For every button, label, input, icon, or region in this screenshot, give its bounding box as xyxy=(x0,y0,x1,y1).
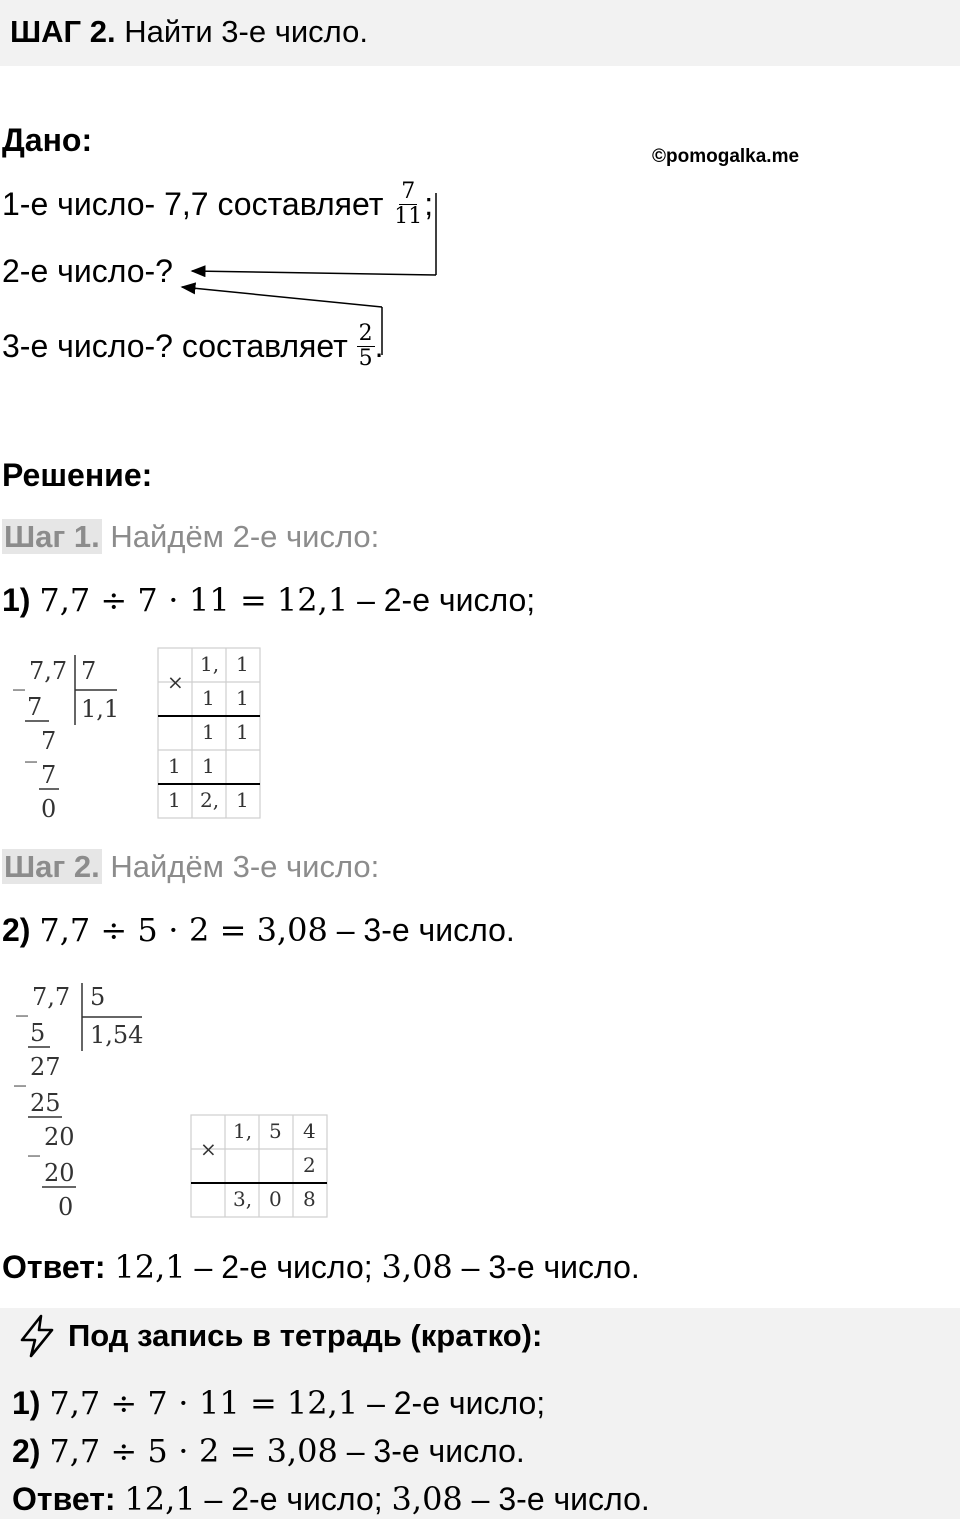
div2-row-2: 27 xyxy=(30,1053,61,1081)
equation-2 xyxy=(2,911,515,949)
div2-row-3: 25 xyxy=(30,1089,61,1117)
mul1-cell: 1 xyxy=(236,720,249,744)
notes-answer-text-1: – 2-е число; xyxy=(195,1481,392,1517)
div2-divisor: 5 xyxy=(90,983,106,1011)
equation-2-math: 7,7 ÷ 5 ⋅ 2 = 3,08 xyxy=(39,911,328,949)
div2-minus-2: _ xyxy=(14,1059,26,1087)
notes-equation-2-tail: – 3-е число. xyxy=(337,1433,525,1469)
notes-answer-value-2: 3,08 xyxy=(391,1480,463,1518)
div1-row-3: 7 xyxy=(41,761,57,789)
div1-divisor: 7 xyxy=(81,657,97,685)
given-line-3-text: 3-е число-? составляет xyxy=(2,327,357,364)
solution-label: Решение: xyxy=(2,457,153,493)
equation-1-math: 7,7 ÷ 7 ⋅ 11 = 12,1 xyxy=(39,581,349,619)
notes-answer-value-1: 12,1 xyxy=(124,1480,196,1518)
mul1-sign: × xyxy=(167,670,184,694)
given-line-3-tail: . xyxy=(374,327,384,364)
answer xyxy=(2,1248,640,1286)
div1-minus: _ xyxy=(13,663,25,691)
notes-answer xyxy=(12,1480,650,1518)
div2-row-5: 20 xyxy=(44,1159,75,1187)
fraction-denominator: 11 xyxy=(394,203,423,229)
div2-quotient: 1,54 xyxy=(90,1021,144,1049)
mul1-cell: 1, xyxy=(200,652,220,676)
mul1-cell: 1 xyxy=(236,788,249,812)
div2-minus: _ xyxy=(16,989,28,1017)
equation-2-number: 2) xyxy=(2,912,31,948)
mul1-cell: 1 xyxy=(236,652,249,676)
step-1-label: Шаг 1. xyxy=(4,519,100,554)
mul1-cell: 1 xyxy=(168,788,181,812)
mul2-sign: × xyxy=(200,1137,217,1161)
notes-equation-2-math: 7,7 ÷ 5 ⋅ 2 = 3,08 xyxy=(49,1432,338,1470)
notes-equation-2 xyxy=(12,1432,525,1470)
answer-value-1: 12,1 xyxy=(114,1248,186,1286)
mul2-cell: 2 xyxy=(303,1153,316,1177)
equation-2-tail: – 3-е число. xyxy=(327,912,515,948)
fraction-denominator: 5 xyxy=(358,345,373,371)
step-label: ШАГ 2. xyxy=(10,14,116,49)
arrow-2 xyxy=(182,287,382,307)
watermark: ©pomogalka.me xyxy=(652,146,800,167)
given-line-1-text: 1-е число- 7,7 составляет xyxy=(2,185,393,222)
notes-title: Под запись в тетрадь (кратко): xyxy=(68,1318,543,1353)
answer-label: Ответ: xyxy=(2,1249,106,1285)
mul1-cell: 1 xyxy=(236,686,249,710)
equation-1-tail: – 2-е число; xyxy=(348,582,536,618)
div2-row-4: 20 xyxy=(44,1123,75,1151)
multiplication-1-grid xyxy=(157,647,261,819)
div2-row-1: 5 xyxy=(30,1019,46,1047)
notes-equation-2-number: 2) xyxy=(12,1433,41,1469)
div1-minus-2: _ xyxy=(25,735,37,763)
equation-1 xyxy=(2,581,535,619)
notes-equation-1-number: 1) xyxy=(12,1385,41,1421)
mul2-cell: 1, xyxy=(233,1119,253,1143)
div2-minus-3: _ xyxy=(28,1129,40,1157)
mul1-cell: 1 xyxy=(202,686,215,710)
lightning-icon xyxy=(14,1313,60,1359)
mul1-cell: 1 xyxy=(168,754,181,778)
step-2-heading xyxy=(2,849,379,885)
mul2-cell: 5 xyxy=(269,1119,282,1143)
multiplication-1 xyxy=(157,647,261,819)
relation-arrows xyxy=(170,185,450,360)
given-line-2: 2-е число-? xyxy=(2,253,173,289)
step-title: Найти 3-е число. xyxy=(124,14,368,49)
div1-row-4: 0 xyxy=(41,795,57,823)
multiplication-2-grid xyxy=(190,1114,328,1218)
div1-row-2: 7 xyxy=(41,727,57,755)
step-2-label: Шаг 2. xyxy=(4,849,100,884)
long-division-1 xyxy=(5,645,135,830)
equation-1-number: 1) xyxy=(2,582,31,618)
notes-answer-label: Ответ: xyxy=(12,1481,116,1517)
notes-equation-1-math: 7,7 ÷ 7 ⋅ 11 = 12,1 xyxy=(49,1384,359,1422)
mul2-cell: 8 xyxy=(303,1187,316,1211)
notes-equation-1 xyxy=(12,1384,545,1422)
long-division-2 xyxy=(10,975,150,1225)
answer-text-2: – 3-е число. xyxy=(452,1249,640,1285)
answer-text-1: – 2-е число; xyxy=(185,1249,382,1285)
mul2-cell: 3, xyxy=(233,1187,253,1211)
mul2-cell: 0 xyxy=(269,1187,282,1211)
step-2-title: Найдём 3-е число: xyxy=(110,849,380,884)
step-1-title: Найдём 2-е число: xyxy=(110,519,380,554)
mul1-cell: 2, xyxy=(200,788,220,812)
given-label: Дано: xyxy=(2,122,93,158)
multiplication-2 xyxy=(190,1114,328,1218)
arrow-1 xyxy=(192,271,436,275)
fraction-numerator: 2 xyxy=(358,320,373,346)
notes-equation-1-tail: – 2-е число; xyxy=(358,1385,546,1421)
mul1-cell: 1 xyxy=(202,720,215,744)
div1-quotient: 1,1 xyxy=(81,695,120,723)
page-title xyxy=(10,14,368,50)
div1-dividend: 7,7 xyxy=(29,657,68,685)
mul1-cell: 1 xyxy=(202,754,215,778)
fraction-numerator: 7 xyxy=(401,178,416,204)
div2-dividend: 7,7 xyxy=(32,983,71,1011)
div1-row-1: 7 xyxy=(27,693,43,721)
div2-row-6: 0 xyxy=(58,1193,74,1221)
step-1-heading xyxy=(2,519,379,555)
notes-answer-text-2: – 3-е число. xyxy=(462,1481,650,1517)
mul2-cell: 4 xyxy=(303,1119,316,1143)
given-line-1-tail: ; xyxy=(424,185,434,222)
answer-value-2: 3,08 xyxy=(381,1248,453,1286)
